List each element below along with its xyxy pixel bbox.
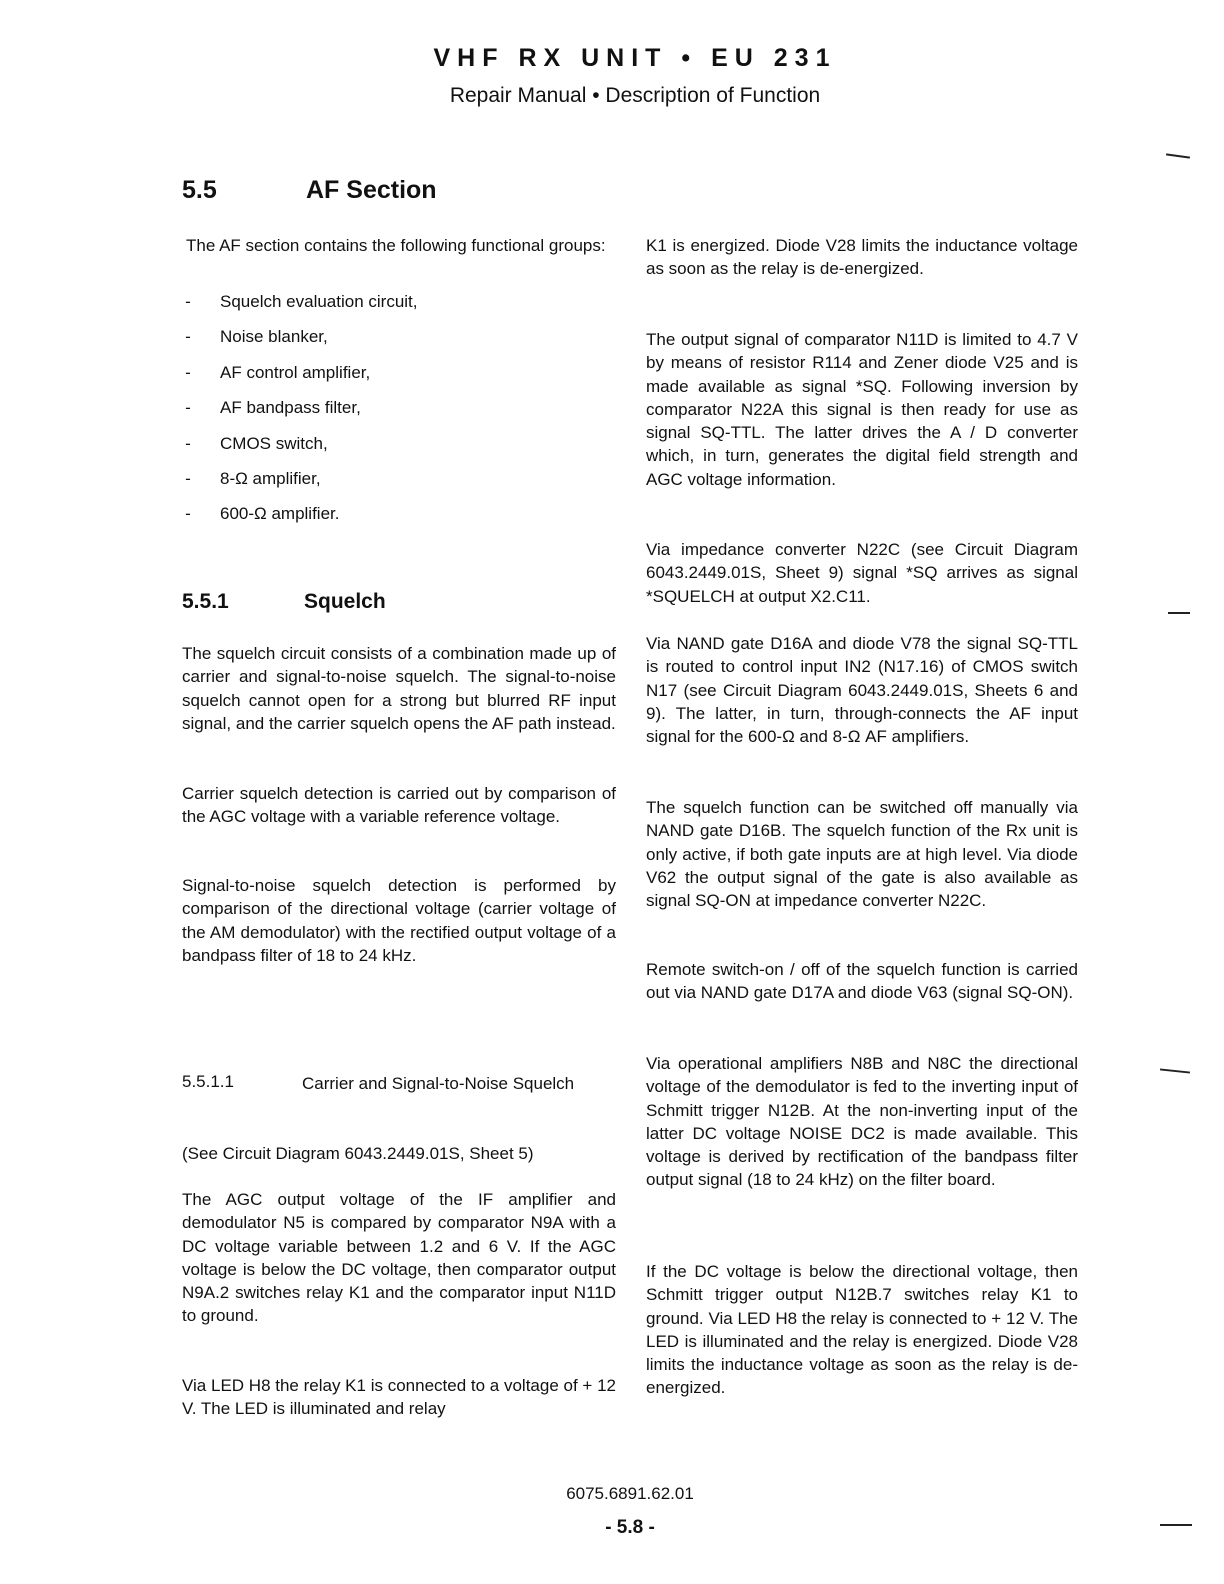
- subsubsection-number: 5.5.1.1: [182, 1072, 234, 1091]
- section-number: 5.5: [182, 176, 217, 204]
- led-paragraph: Via LED H8 the relay K1 is connected to a voltage of + 12 V. The LED is illuminated and relay: [182, 1376, 616, 1419]
- list-item: [182, 325, 418, 360]
- document-title: VHF RX UNIT • EU 231: [433, 44, 837, 72]
- list-item-text: AF control amplifier,: [220, 362, 371, 382]
- bullet-dash-icon: -: [185, 504, 191, 524]
- squelch-paragraph-2: Carrier squelch detection is carried out by comparison of the AGC voltage with a variable reference voltage.: [182, 784, 616, 827]
- document-code: 6075.6891.62.01: [566, 1484, 694, 1503]
- right-paragraph-5: The squelch function can be switched off manually via NAND gate D16B. The squelch function of the Rx unit is only active, if both gate inputs are at high level. Via diode V62 the output signal of the gate is also available as signal SQ-ON at impedance converter N22C.: [646, 798, 1078, 911]
- bullet-dash-icon: -: [185, 362, 191, 382]
- list-item: [182, 361, 418, 396]
- right-paragraph-7: Via operational amplifiers N8B and N8C the directional voltage of the demodulator is fed to the inverting input of Schmitt trigger N12B. At the non-inverting input of the latter DC voltage NOISE DC2 is made available. This voltage is derived by rectification of the bandpass filter output signal (18 to 24 kHz) on the filter board.: [646, 1054, 1078, 1190]
- right-paragraph-1: K1 is energized. Diode V28 limits the inductance voltage as soon as the relay is de-energized.: [646, 236, 1078, 279]
- subsubsection-title: Carrier and Signal-to-Noise Squelch: [302, 1074, 575, 1093]
- list-item-text: Squelch evaluation circuit,: [220, 292, 418, 311]
- list-item-text: Noise blanker,: [220, 327, 328, 347]
- bullet-dash-icon: -: [185, 468, 191, 488]
- list-item-text: AF bandpass filter,: [220, 398, 361, 418]
- margin-mark: [1168, 612, 1190, 614]
- list-item-text: CMOS switch,: [220, 433, 328, 453]
- list-item: [182, 432, 418, 467]
- subsection-title: Squelch: [304, 590, 386, 613]
- subsection-number: 5.5.1: [182, 590, 229, 613]
- squelch-paragraph-3: Signal-to-noise squelch detection is performed by comparison of the directional voltage (carrier voltage of the AM demodulator) with the rectified output voltage of a bandpass filter of 18 to 24 kHz.: [182, 876, 616, 965]
- margin-mark: [1160, 1068, 1190, 1073]
- margin-mark: [1160, 1524, 1192, 1526]
- right-paragraph-2: The output signal of comparator N11D is limited to 4.7 V by means of resistor R114 and Zener diode V25 and is made available as signal *SQ. Following inversion by comparator N22A this signal is then ready for use as signal SQ-TTL. The latter drives the A / D converter which, in turn, generates the digital field strength and AGC voltage information.: [646, 330, 1078, 489]
- right-paragraph-6: Remote switch-on / off of the squelch function is carried out via NAND gate D17A and diode V63 (signal SQ-ON).: [646, 960, 1078, 1003]
- page-number: - 5.8 -: [605, 1517, 655, 1538]
- bullet-dash-icon: -: [185, 327, 191, 347]
- list-item-text: 600-Ω amplifier.: [220, 504, 340, 524]
- bullet-dash-icon: -: [185, 433, 191, 453]
- right-paragraph-3: Via impedance converter N22C (see Circuit Diagram 6043.2449.01S, Sheet 9) signal *SQ arrives as signal *SQUELCH at output X2.C11.: [646, 540, 1078, 606]
- bullet-dash-icon: -: [185, 292, 191, 311]
- functional-groups-list: [182, 290, 418, 538]
- margin-mark: [1166, 153, 1190, 158]
- list-item: [182, 290, 418, 325]
- list-item: [182, 396, 418, 431]
- document-subtitle: Repair Manual • Description of Function: [449, 84, 821, 107]
- squelch-paragraph-1: The squelch circuit consists of a combination made up of carrier and signal-to-noise squelch. The signal-to-noise squelch cannot open for a strong but blurred RF input signal, and the carrier squelch opens the AF path instead.: [182, 644, 616, 733]
- list-item: [182, 502, 418, 537]
- intro-paragraph: The AF section contains the following functional groups:: [186, 236, 606, 255]
- list-item-text: 8-Ω amplifier,: [220, 468, 321, 488]
- bullet-dash-icon: -: [185, 398, 191, 418]
- right-paragraph-8: If the DC voltage is below the directional voltage, then Schmitt trigger output N12B.7 switches relay K1 to ground. Via LED H8 the relay is connected to + 12 V. The LED is illuminated and the relay is energized. Diode V28 limits the inductance voltage as soon as the relay is de-energized.: [646, 1262, 1078, 1398]
- section-title: AF Section: [306, 176, 437, 204]
- circuit-diagram-reference: (See Circuit Diagram 6043.2449.01S, Sheet 5): [182, 1144, 534, 1163]
- list-item: [182, 467, 418, 502]
- agc-paragraph: The AGC output voltage of the IF amplifier and demodulator N5 is compared by comparator N9A with a DC voltage variable between 1.2 and 6 V. If the AGC voltage is below the DC voltage, then comparator output N9A.2 switches relay K1 and the comparator input N11D to ground.: [182, 1190, 616, 1326]
- right-paragraph-4: Via NAND gate D16A and diode V78 the signal SQ-TTL is routed to control input IN2 (N17.16) of CMOS switch N17 (see Circuit Diagram 6043.2449.01S, Sheets 6 and 9). The latter, in turn, through-connects the AF input signal for the 600-Ω and 8-Ω AF amplifiers.: [646, 634, 1078, 747]
